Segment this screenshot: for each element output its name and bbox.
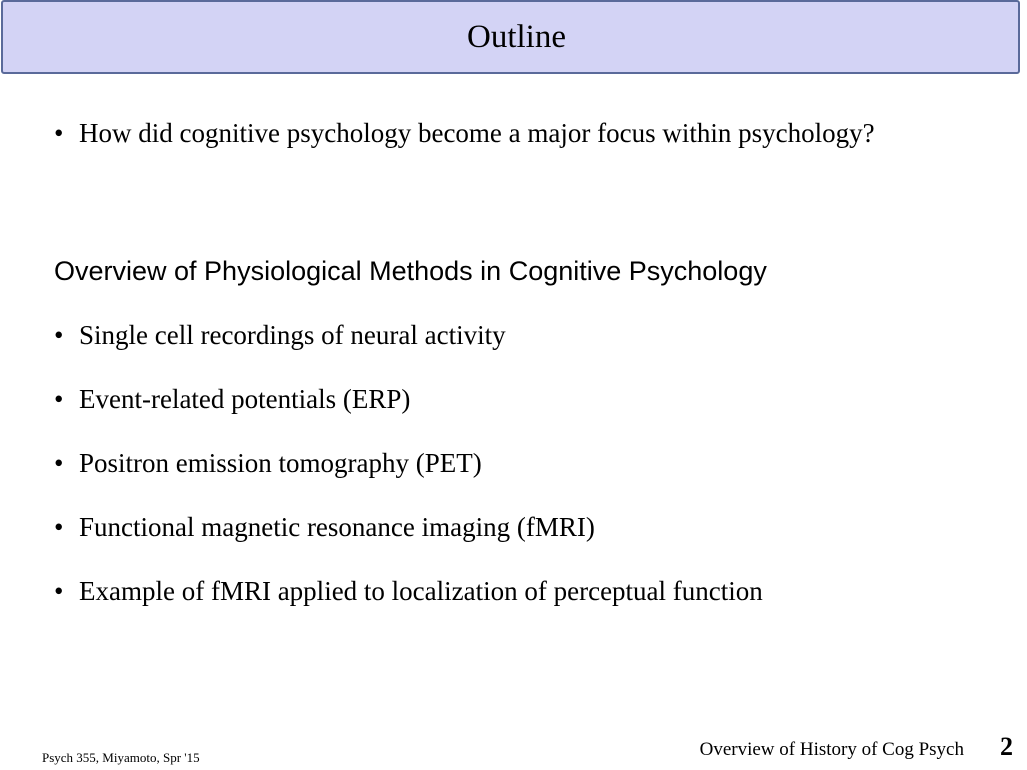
section-heading: Overview of Physiological Methods in Cognitive Psychology (54, 256, 767, 286)
slide-title: Outline (467, 18, 566, 55)
page-number: 2 (1000, 732, 1013, 761)
slide-title-bar (1, 0, 1020, 74)
method-bullet-single-cell: • Single cell recordings of neural activity (54, 316, 763, 354)
method-bullet-pet: • Positron emission tomography (PET) (54, 444, 763, 482)
method-bullet-erp: • Event-related potentials (ERP) (54, 380, 763, 418)
intro-bullet: • How did cognitive psychology become a major focus within psychology? (54, 114, 899, 152)
methods-bullet-list (54, 316, 763, 636)
footer-lecture-title: Overview of History of Cog Psych (699, 739, 964, 760)
footer-course: Psych 355, Miyamoto, Spr '15 (42, 750, 200, 765)
method-bullet-fmri-example: • Example of fMRI applied to localization of perceptual function (54, 572, 763, 610)
intro-bullet-list (54, 114, 954, 152)
method-bullet-fmri: • Functional magnetic resonance imaging (fMRI) (54, 508, 763, 546)
